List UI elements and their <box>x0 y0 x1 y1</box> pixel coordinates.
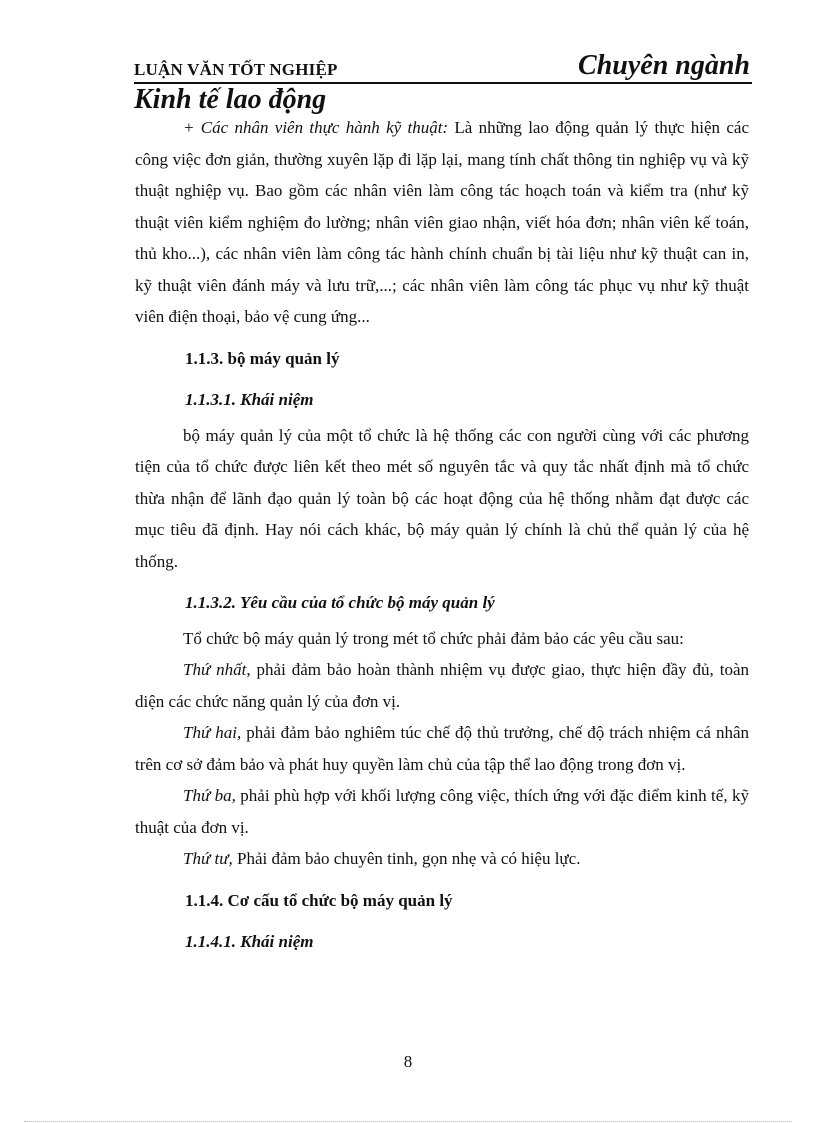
paragraph-lead: + Các nhân viên thực hành kỹ thuật: <box>183 118 449 137</box>
section-heading-1-1-3: 1.1.3. bộ máy quản lý <box>185 348 340 368</box>
paragraph-lead: Thứ nhất <box>183 660 247 679</box>
paragraph-text: , phải đảm bảo hoàn thành nhiệm vụ được giao, thực hiện đầy đủ, toàn diện các chức năng quản lý của đơn vị. <box>135 660 749 711</box>
header-subtitle: Kinh tế lao động <box>134 84 327 115</box>
paragraph-text: Là những lao động quản lý thực hiện các công việc đơn giản, thường xuyên lặp đi lặp lại, mang tính chất thông tin nghiệp vụ và kỹ thuật nghiệp vụ. Bao gồm các nhân viên làm công tác hoạch toán và kiểm tra (như kỹ thuật viên kiểm nghiệm đo lường; nhân viên giao nhận, viết hóa đơn; nhân viên kế toán, thủ kho...), các nhân viên làm công tác hành chính chuẩn bị tài liệu như kỹ thuật can in, kỹ thuật viên đánh máy và lưu trữ,...; các nhân viên làm công tác phục vụ như kỹ thuật viên điện thoại, bảo vệ cung ứng... <box>135 118 749 326</box>
paragraph-lead: Thứ hai, <box>183 723 242 742</box>
document-body <box>135 112 749 962</box>
subsection-heading-1-1-3-1: 1.1.3.1. Khái niệm <box>185 390 314 409</box>
section-heading-1-1-4: 1.1.4. Cơ cấu tổ chức bộ máy quản lý <box>185 890 453 910</box>
paragraph-second-requirement <box>135 717 749 780</box>
paragraph-lead: Thứ tư, <box>183 849 233 868</box>
paragraph-technical-staff <box>135 112 749 333</box>
header-major-label: Chuyên ngành <box>578 50 750 81</box>
paragraph-fourth-requirement <box>135 843 749 875</box>
page-bottom-divider <box>24 1121 792 1122</box>
paragraph-text: phải phù hợp với khối lượng công việc, thích ứng với đặc điểm kinh tế, kỹ thuật của đơn vị. <box>135 786 749 837</box>
paragraph-lead: Thứ ba, <box>183 786 236 805</box>
paragraph-text: phải đảm bảo nghiêm túc chế độ thủ trưởng, chế độ trách nhiệm cá nhân trên cơ sở đảm bảo và phát huy quyền làm chủ của tập thể lao động trong đơn vị. <box>135 723 749 774</box>
paragraph-first-requirement <box>135 654 749 717</box>
paragraph-requirements-intro: Tổ chức bộ máy quản lý trong mét tổ chức phải đảm bảo các yêu cầu sau: <box>183 628 684 648</box>
header-thesis-label: LUẬN VĂN TỐT NGHIỆP <box>134 60 338 79</box>
page-number: 8 <box>403 1052 413 1071</box>
paragraph-third-requirement <box>135 780 749 843</box>
subsection-heading-1-1-3-2: 1.1.3.2. Yêu cầu của tổ chức bộ máy quản lý <box>185 593 495 612</box>
paragraph-text: Phải đảm bảo chuyên tinh, gọn nhẹ và có hiệu lực. <box>232 849 581 868</box>
page-header <box>134 52 752 84</box>
paragraph-definition: bộ máy quản lý của một tổ chức là hệ thống các con người cùng với các phương tiện của tổ chức được liên kết theo mét số nguyên tắc và quy tắc nhất định mà tổ chức thừa nhận để lãnh đạo quản lý toàn bộ các hoạt động của hệ thống nhằm đạt được các mục tiêu đã định. Hay nói cách khác, bộ máy quản lý chính là chủ thể quản lý của hệ thống. <box>135 425 749 571</box>
subsection-heading-1-1-4-1: 1.1.4.1. Khái niệm <box>185 932 314 951</box>
